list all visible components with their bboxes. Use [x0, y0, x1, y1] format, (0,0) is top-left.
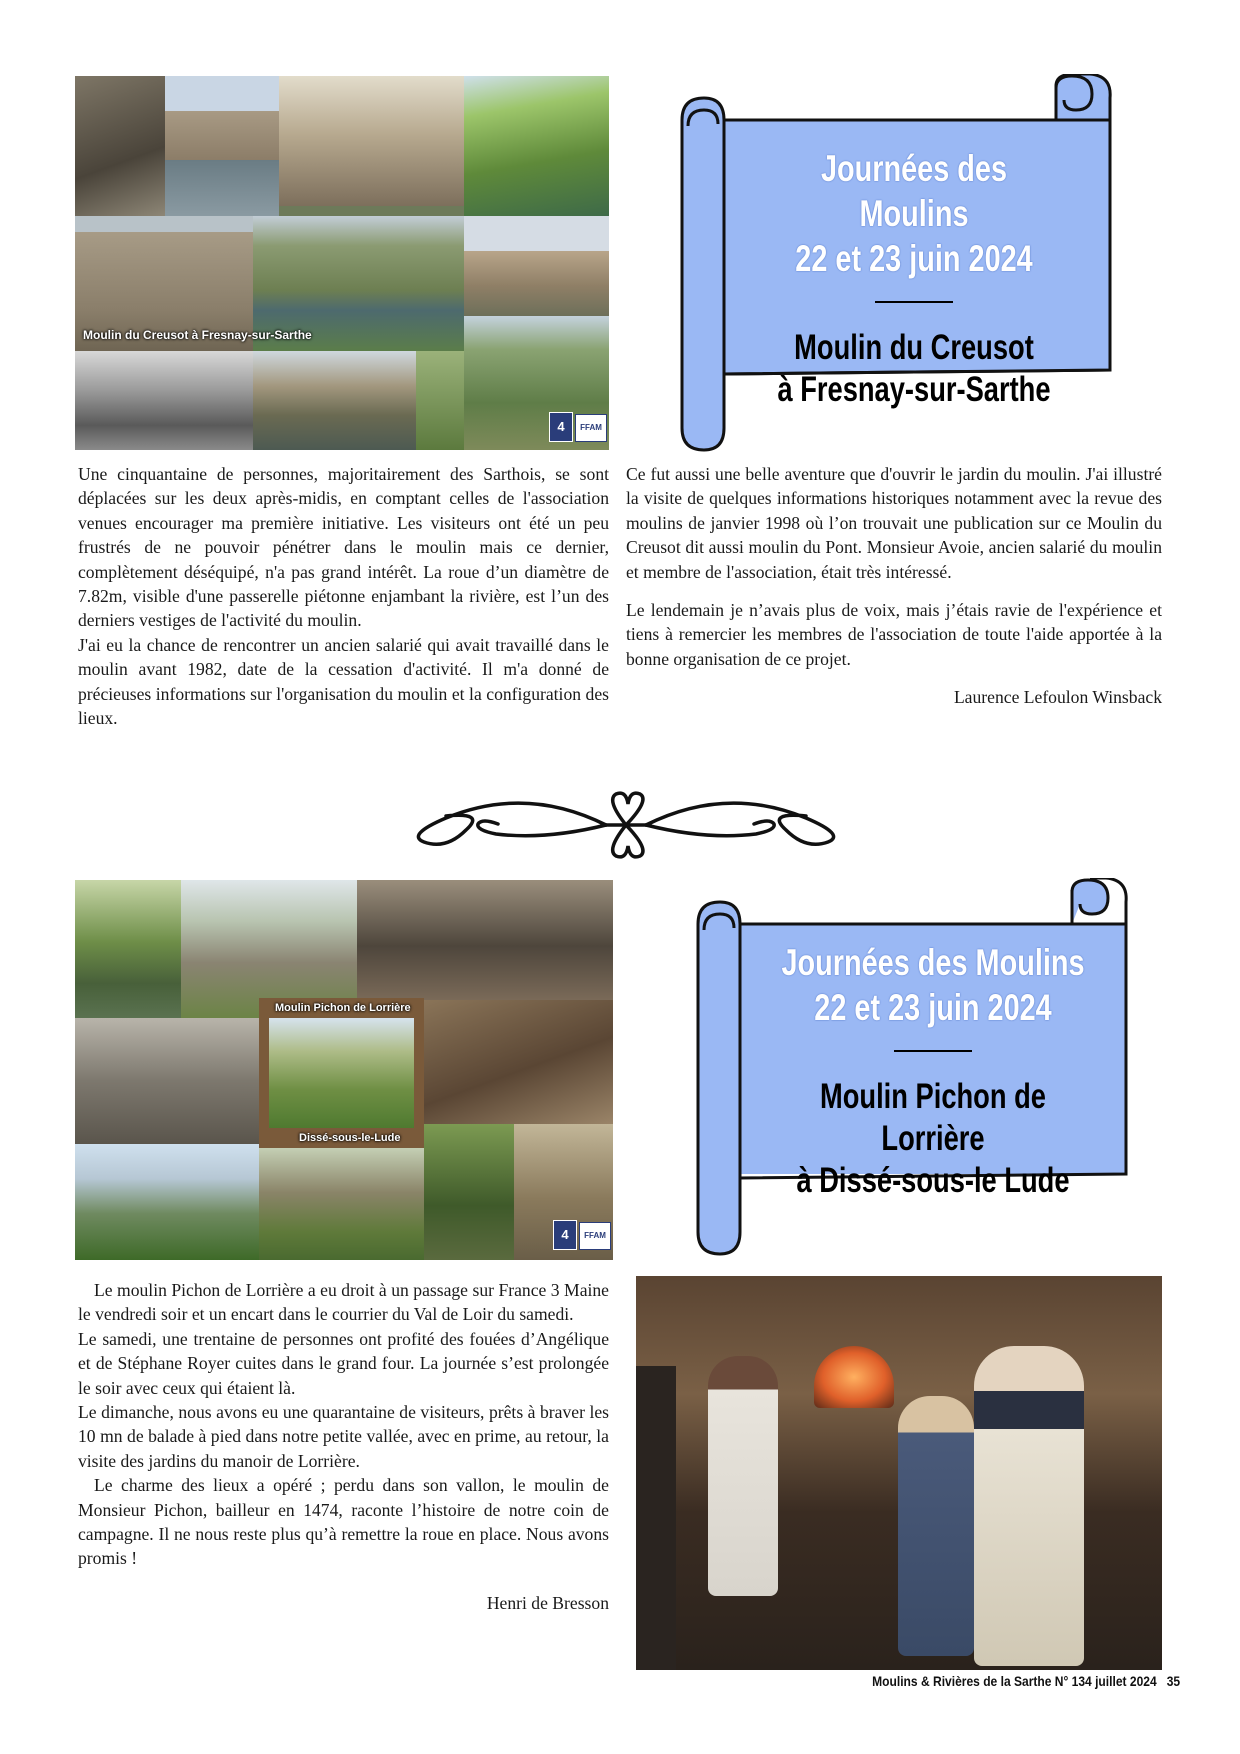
- scroll-title-line2: 22 et 23 juin 2024: [814, 987, 1052, 1028]
- photo-mill-gears: [357, 880, 613, 1000]
- paragraph: J'ai eu la chance de rencontrer un ancien salarié qui avait travaillé dans le moulin avant 1982, date de la cessation d'activité. Il m'a donné de précieuses informations sur l'organisation du moulin et la configuration des lieux.: [78, 634, 609, 729]
- region-logo: 4: [549, 412, 573, 442]
- photo-willow-river: [464, 76, 609, 216]
- section2-column: [78, 1278, 609, 1615]
- ornament-divider: [406, 790, 846, 860]
- photo-green-valley: [416, 351, 464, 450]
- baker-right: [974, 1346, 1084, 1666]
- photo-cottage: [75, 1144, 259, 1260]
- photo-bread-oven-bakers: [636, 1276, 1162, 1670]
- photo-mill-on-river: [165, 76, 279, 216]
- ffam-logo: FFAM: [579, 1222, 611, 1250]
- footer-page-number: 35: [1166, 1673, 1180, 1689]
- scroll-subtitle-line2: à Dissé-sous-le Lude: [796, 1161, 1070, 1200]
- paragraph: Le lendemain je n’avais plus de voix, mais j’étais ravie de l'expérience et tiens à remercier les membres de l'association de toute l'aide apportée à la bonne organisation de ce projet.: [626, 600, 1162, 669]
- collage-moulin-du-creusot: [75, 76, 609, 450]
- photo-mill-bw: [75, 351, 253, 450]
- paragraph: Le dimanche, nous avons eu une quarantaine de visiteurs, prêts à braver les 10 mn de balade à pied dans notre petite vallée, avec en prime, au retour, la visite des jardins du manoir de Lorrière.: [78, 1402, 609, 1471]
- photo-millstones: [75, 1018, 259, 1144]
- scroll-subtitle-line1: Moulin Pichon de Lorrière: [820, 1077, 1046, 1158]
- footer-magazine: Moulins & Rivières de la Sarthe N° 134 juillet 2024: [872, 1673, 1157, 1689]
- scroll-subtitle-line2: à Fresnay-sur-Sarthe: [777, 370, 1051, 409]
- collage-caption-bottom: Dissé-sous-le-Lude: [299, 1132, 401, 1144]
- paragraph: Le samedi, une trentaine de personnes ont profité des fouées d’Angélique et de Stéphane Royer cuites dans le grand four. La journée s’est prolongée le soir avec ceux qui étaient là.: [78, 1328, 609, 1398]
- photo-garden-mill: [259, 1148, 424, 1260]
- page-footer: [872, 1673, 1180, 1689]
- photo-stream: [75, 880, 181, 1018]
- photo-forest-stream: [424, 1124, 514, 1260]
- photo-center-mill: [269, 1018, 414, 1128]
- oven-glow: [814, 1346, 894, 1408]
- signature: Henri de Bresson: [486, 1592, 609, 1613]
- ffam-logo: FFAM: [575, 414, 607, 442]
- scroll-title-line2: 22 et 23 juin 2024: [795, 238, 1033, 279]
- scroll-title-line1: Journées des Moulins: [781, 942, 1085, 983]
- scroll-title-line1: Journées des Moulins: [820, 148, 1008, 234]
- photo-water-wheel: [75, 76, 165, 216]
- person-edge-left: [636, 1366, 676, 1670]
- photo-old-postcard: [279, 76, 464, 206]
- photo-river-houses: [253, 351, 416, 450]
- scroll-divider: [894, 1050, 972, 1052]
- scroll-subtitle-line1: Moulin du Creusot: [794, 328, 1034, 367]
- baker-center: [898, 1396, 974, 1656]
- signature: Laurence Lefoulon Winsback: [953, 687, 1162, 708]
- collage-moulin-pichon: [75, 880, 613, 1260]
- collage-caption-top: Moulin Pichon de Lorrière: [275, 1002, 411, 1014]
- paragraph: Le charme des lieux a opéré ; perdu dans son vallon, le moulin de Monsieur Pichon, bailleur en 1474, raconte l’histoire de notre coin de campagne. Il ne nous reste plus qu’à remettre la roue en place. Nous avons promis !: [78, 1475, 609, 1569]
- photo-roof-beams: [424, 1000, 613, 1124]
- scroll-divider: [875, 301, 953, 303]
- baker-left: [708, 1356, 778, 1596]
- scroll-banner-1-text: [724, 146, 1104, 411]
- collage-caption: Moulin du Creusot à Fresnay-sur-Sarthe: [83, 328, 312, 342]
- paragraph: Ce fut aussi une belle aventure que d'ouvrir le jardin du moulin. J'ai illustré la visite de quelques informations historiques notamment avec la revue des moulins de janvier 1998 où l’on trouvait une publication sur ce Moulin du Creusot dit aussi moulin du Pont. Monsieur Avoie, ancien salarié du moulin et membre de l'association, était très intéressé.: [626, 464, 1162, 582]
- photo-bridge-mill: [464, 216, 609, 316]
- paragraph: Une cinquantaine de personnes, majoritairement des Sarthois, se sont déplacées sur les deux après-midis, en comptant celles de l'association venues encourager ma première initiative. Les visiteurs ont été un peu frustrés de ne pouvoir pénétrer dans le moulin mais ce dernier, complètement déséquipé, n'a pas grand intérêt. La roue d’un diamètre de 7.82m, visible d'une passerelle piétonne enjambant la rivière, est l’un des derniers vestiges de l'activité du moulin.: [78, 464, 609, 631]
- section1-right-column: [626, 462, 1162, 710]
- paragraph: Le moulin Pichon de Lorrière a eu droit à un passage sur France 3 Maine le vendredi soir et un encart dans le courrier du Val de Loir du samedi.: [78, 1280, 609, 1325]
- region-logo: 4: [553, 1220, 577, 1250]
- scroll-banner-2-text: [738, 940, 1128, 1202]
- section1-left-column: [78, 462, 609, 730]
